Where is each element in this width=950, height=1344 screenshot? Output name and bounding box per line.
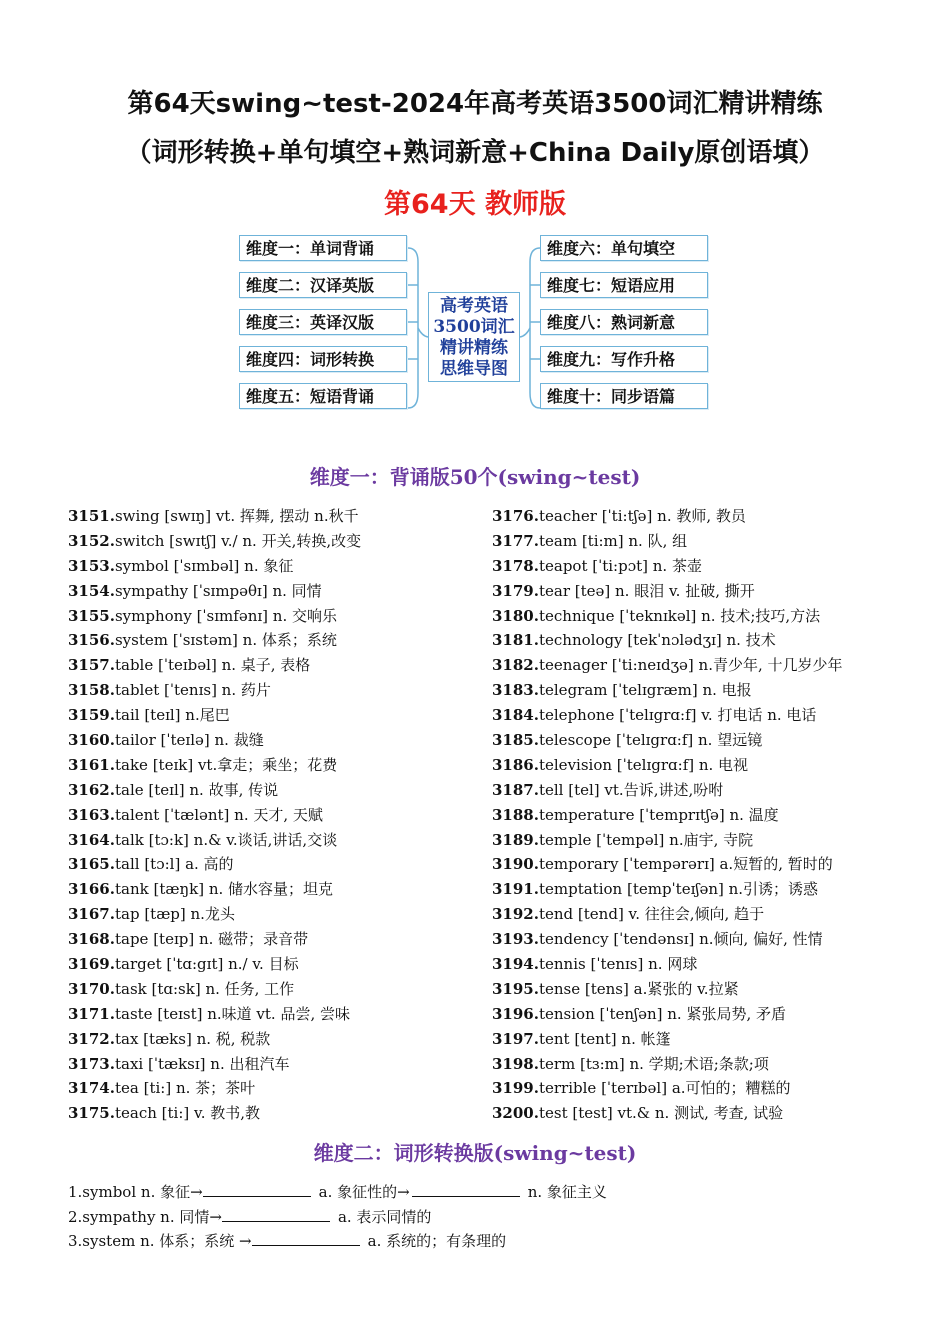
mindmap-node-dim2: 维度二：汉译英版 (239, 272, 407, 298)
exercise-item (68, 1205, 607, 1230)
word-definition: tablet [ˈtenɪs] n. 药片 (114, 681, 271, 700)
word-number: 3154. (68, 581, 115, 600)
word-number: 3198. (492, 1054, 539, 1073)
mindmap-center-line2: 3500词汇 (433, 317, 515, 337)
word-number: 3182. (492, 656, 539, 675)
word-entry (492, 753, 843, 778)
word-definition: tale [teɪl] n. 故事, 传说 (114, 780, 279, 799)
section-title-memorize: 维度一：背诵版50个(swing~test) (309, 465, 641, 489)
word-entry (492, 952, 843, 977)
word-entry (68, 554, 361, 579)
word-entry (68, 1027, 361, 1052)
word-form-exercises (68, 1180, 607, 1254)
word-number: 3157. (68, 656, 115, 675)
edition-label: 第64天 教师版 (384, 189, 566, 220)
word-entry (492, 728, 843, 753)
word-definition: teach [ti:] v. 教书,教 (114, 1104, 261, 1123)
word-number: 3181. (492, 631, 539, 650)
word-definition: target [ˈtɑ:gɪt] n./ v. 目标 (114, 955, 299, 974)
word-number: 3199. (492, 1079, 539, 1098)
word-number: 3200. (492, 1104, 539, 1123)
word-entry (492, 902, 843, 927)
word-number: 3151. (68, 507, 115, 525)
word-number: 3169. (68, 955, 115, 974)
word-definition: swing [swɪŋ] vt. 挥舞, 摆动 n.秋千 (114, 507, 359, 525)
word-entry (68, 778, 361, 803)
mindmap-node-dim1: 维度一：单词背诵 (239, 235, 407, 261)
word-definition: tell [tel] vt.告诉,讲述,吩咐 (538, 780, 724, 799)
word-number: 3187. (492, 780, 539, 799)
word-number: 3156. (68, 631, 115, 650)
word-number: 3171. (68, 1004, 115, 1023)
word-number: 3152. (68, 531, 115, 550)
exercise-target-form: n. 象征主义 (527, 1183, 607, 1201)
word-number: 3180. (492, 606, 539, 625)
exercise-prompt: 1.symbol n. 象征→ (68, 1183, 203, 1201)
word-definition: telegram [ˈtelɪgræm] n. 电报 (538, 681, 752, 700)
mindmap-node-dim7: 维度七：短语应用 (540, 272, 708, 298)
word-number: 3159. (68, 706, 115, 725)
word-number: 3155. (68, 606, 115, 625)
word-number: 3177. (492, 531, 539, 550)
word-entry (68, 604, 361, 629)
word-entry (68, 678, 361, 703)
word-entry (492, 554, 843, 579)
word-definition: tendency [ˈtendənsɪ] n.倾向, 偏好, 性情 (538, 930, 823, 949)
word-entry (492, 977, 843, 1002)
word-entry (68, 579, 361, 604)
word-number: 3158. (68, 681, 115, 700)
word-number: 3197. (492, 1029, 539, 1048)
answer-blank[interactable] (252, 1231, 360, 1246)
exercise-target-form: a. 表示同情的 (337, 1207, 432, 1226)
exercise-item (68, 1229, 607, 1254)
word-entry (492, 1002, 843, 1027)
word-number: 3167. (68, 905, 115, 924)
word-entry (68, 852, 361, 877)
word-entry (492, 529, 843, 554)
word-definition: tent [tent] n. 帐篷 (538, 1029, 671, 1048)
word-entry (68, 703, 361, 728)
document-subtitle: （词形转换+单句填空+熟词新意+China Daily原创语填） (125, 138, 825, 168)
word-definition: task [tɑ:sk] n. 任务, 工作 (114, 979, 295, 998)
word-number: 3172. (68, 1029, 115, 1048)
word-entry (492, 604, 843, 629)
word-number: 3160. (68, 731, 115, 750)
word-definition: temporary [ˈtempərərɪ] a.短暂的, 暂时的 (538, 855, 833, 874)
word-number: 3185. (492, 731, 539, 750)
word-entry (492, 628, 843, 653)
word-definition: technique [ˈteknɪkəl] n. 技术;技巧,方法 (538, 606, 821, 625)
exercise-target-form: a. 系统的；有条理的 (367, 1232, 507, 1250)
word-definition: team [ti:m] n. 队, 组 (538, 531, 688, 550)
section-title-word-forms: 维度二：词形转换版(swing~test) (313, 1141, 637, 1165)
word-definition: temptation [tempˈteɪʃən] n.引诱；诱惑 (538, 880, 819, 899)
exercise-item (68, 1180, 607, 1205)
word-definition: terrible [ˈterɪbəl] a.可怕的；糟糕的 (538, 1079, 791, 1098)
word-entry (68, 952, 361, 977)
mindmap-center-line1: 高考英语 (440, 296, 508, 316)
word-definition: tape [teɪp] n. 磁带；录音带 (114, 930, 309, 949)
word-definition: tax [tæks] n. 税, 税款 (114, 1029, 271, 1048)
word-number: 3184. (492, 706, 539, 725)
word-entry (68, 927, 361, 952)
word-definition: take [teɪk] vt.拿走；乘坐；花费 (114, 755, 338, 774)
word-definition: symbol [ˈsɪmbəl] n. 象征 (114, 556, 294, 575)
word-entry (492, 504, 843, 529)
word-entry (492, 803, 843, 828)
mindmap-node-dim5: 维度五：短语背诵 (239, 383, 407, 409)
word-number: 3173. (68, 1054, 115, 1073)
mindmap-node-dim9: 维度九：写作升格 (540, 346, 708, 372)
word-definition: sympathy [ˈsɪmpəθɪ] n. 同情 (114, 581, 322, 600)
mindmap-node-dim6: 维度六：单句填空 (540, 235, 708, 261)
word-number: 3179. (492, 581, 539, 600)
document-title: 第64天swing~test-2024年高考英语3500词汇精讲精练 (127, 89, 823, 119)
word-entry (492, 1076, 843, 1101)
word-definition: table [ˈteɪbəl] n. 桌子, 表格 (114, 656, 311, 675)
word-definition: tennis [ˈtenɪs] n. 网球 (538, 955, 698, 974)
answer-blank[interactable] (222, 1207, 330, 1222)
word-entry (68, 504, 361, 529)
word-number: 3189. (492, 830, 539, 849)
word-entry (68, 902, 361, 927)
word-definition: system [ˈsɪstəm] n. 体系；系统 (114, 631, 337, 650)
word-definition: telescope [ˈtelɪgrɑ:f] n. 望远镜 (538, 731, 763, 750)
word-definition: term [tɜ:m] n. 学期;术语;条款;项 (538, 1054, 769, 1073)
word-definition: teacher [ˈti:tʃə] n. 教师, 教员 (538, 507, 746, 525)
word-entry (492, 778, 843, 803)
word-number: 3168. (68, 930, 115, 949)
answer-blank[interactable] (203, 1182, 311, 1197)
word-entry (492, 1101, 843, 1126)
word-number: 3186. (492, 755, 539, 774)
word-entry (68, 628, 361, 653)
word-definition: temperature [ˈtemprɪtʃə] n. 温度 (538, 805, 779, 824)
word-number: 3174. (68, 1079, 115, 1098)
word-entry (492, 1027, 843, 1052)
word-definition: taxi [ˈtæksɪ] n. 出租汽车 (114, 1054, 290, 1073)
word-entry (492, 1052, 843, 1077)
word-entry (68, 1101, 361, 1126)
word-definition: tense [tens] a.紧张的 v.拉紧 (538, 979, 739, 998)
word-definition: teenager [ˈti:neɪdʒə] n.青少年, 十几岁少年 (538, 656, 843, 675)
word-number: 3195. (492, 979, 539, 998)
word-number: 3175. (68, 1104, 115, 1123)
word-definition: tank [tæŋk] n. 储水容量；坦克 (114, 880, 334, 899)
word-list-right (492, 504, 843, 1126)
word-number: 3178. (492, 556, 539, 575)
word-number: 3191. (492, 880, 539, 899)
word-definition: temple [ˈtempəl] n.庙宇, 寺院 (538, 830, 754, 849)
word-definition: tend [tend] v. 往往会,倾向, 趋于 (538, 905, 765, 924)
word-entry (492, 828, 843, 853)
word-number: 3162. (68, 780, 115, 799)
word-number: 3183. (492, 681, 539, 700)
word-definition: tailor [ˈteɪlə] n. 裁缝 (114, 731, 264, 750)
word-number: 3176. (492, 507, 539, 525)
word-entry (68, 753, 361, 778)
word-list-left (68, 504, 361, 1126)
word-definition: switch [swɪtʃ] v./ n. 开关,转换,改变 (114, 531, 362, 550)
word-number: 3188. (492, 805, 539, 824)
word-definition: tap [tæp] n.龙头 (114, 905, 235, 924)
word-entry (68, 653, 361, 678)
word-entry (492, 927, 843, 952)
word-entry (68, 1052, 361, 1077)
word-number: 3153. (68, 556, 115, 575)
exercise-target-form: a. 象征性的→ (318, 1183, 410, 1201)
word-entry (492, 703, 843, 728)
mindmap-center (428, 292, 520, 382)
word-number: 3193. (492, 930, 539, 949)
word-entry (492, 877, 843, 902)
word-entry (492, 678, 843, 703)
word-number: 3170. (68, 979, 115, 998)
word-definition: tear [teə] n. 眼泪 v. 扯破, 撕开 (538, 581, 755, 600)
word-number: 3163. (68, 805, 115, 824)
word-number: 3196. (492, 1004, 539, 1023)
word-definition: telephone [ˈtelɪgrɑ:f] v. 打电话 n. 电话 (538, 706, 817, 725)
word-definition: tension [ˈtenʃən] n. 紧张局势, 矛盾 (538, 1004, 787, 1023)
exercise-prompt: 2.sympathy n. 同情→ (68, 1207, 222, 1226)
word-definition: technology [tekˈnɔlədʒɪ] n. 技术 (538, 631, 776, 650)
word-number: 3166. (68, 880, 115, 899)
word-entry (492, 852, 843, 877)
word-definition: television [ˈtelɪgrɑ:f] n. 电视 (538, 755, 749, 774)
word-entry (68, 828, 361, 853)
word-definition: tea [ti:] n. 茶；茶叶 (114, 1079, 256, 1098)
word-number: 3165. (68, 855, 115, 874)
word-definition: talent [ˈtælənt] n. 天才, 天赋 (114, 805, 323, 824)
word-number: 3194. (492, 955, 539, 974)
word-entry (492, 653, 843, 678)
word-entry (492, 579, 843, 604)
word-definition: teapot [ˈti:pɔt] n. 茶壶 (538, 556, 702, 575)
word-entry (68, 803, 361, 828)
word-entry (68, 1076, 361, 1101)
word-definition: symphony [ˈsɪmfənɪ] n. 交响乐 (114, 606, 337, 625)
word-entry (68, 1002, 361, 1027)
word-number: 3192. (492, 905, 539, 924)
word-definition: test [test] vt.& n. 测试, 考查, 试验 (538, 1104, 784, 1123)
mindmap-center-line4: 思维导图 (440, 359, 508, 379)
mindmap-node-dim3: 维度三：英译汉版 (239, 309, 407, 335)
word-entry (68, 529, 361, 554)
mindmap-center-line3: 精讲精练 (440, 338, 508, 358)
word-entry (68, 728, 361, 753)
word-definition: tail [teɪl] n.尾巴 (114, 706, 230, 725)
answer-blank[interactable] (412, 1182, 520, 1197)
mindmap-node-dim4: 维度四：词形转换 (239, 346, 407, 372)
word-entry (68, 977, 361, 1002)
word-number: 3164. (68, 830, 115, 849)
word-number: 3190. (492, 855, 539, 874)
word-entry (68, 877, 361, 902)
exercise-prompt: 3.system n. 体系；系统 → (68, 1232, 252, 1250)
mindmap-node-dim10: 维度十：同步语篇 (540, 383, 708, 409)
word-definition: taste [teɪst] n.味道 vt. 品尝, 尝味 (114, 1004, 350, 1023)
word-number: 3161. (68, 755, 115, 774)
word-definition: talk [tɔ:k] n.& v.谈话,讲话,交谈 (114, 830, 338, 849)
mindmap-node-dim8: 维度八：熟词新意 (540, 309, 708, 335)
word-definition: tall [tɔ:l] a. 高的 (114, 855, 234, 874)
